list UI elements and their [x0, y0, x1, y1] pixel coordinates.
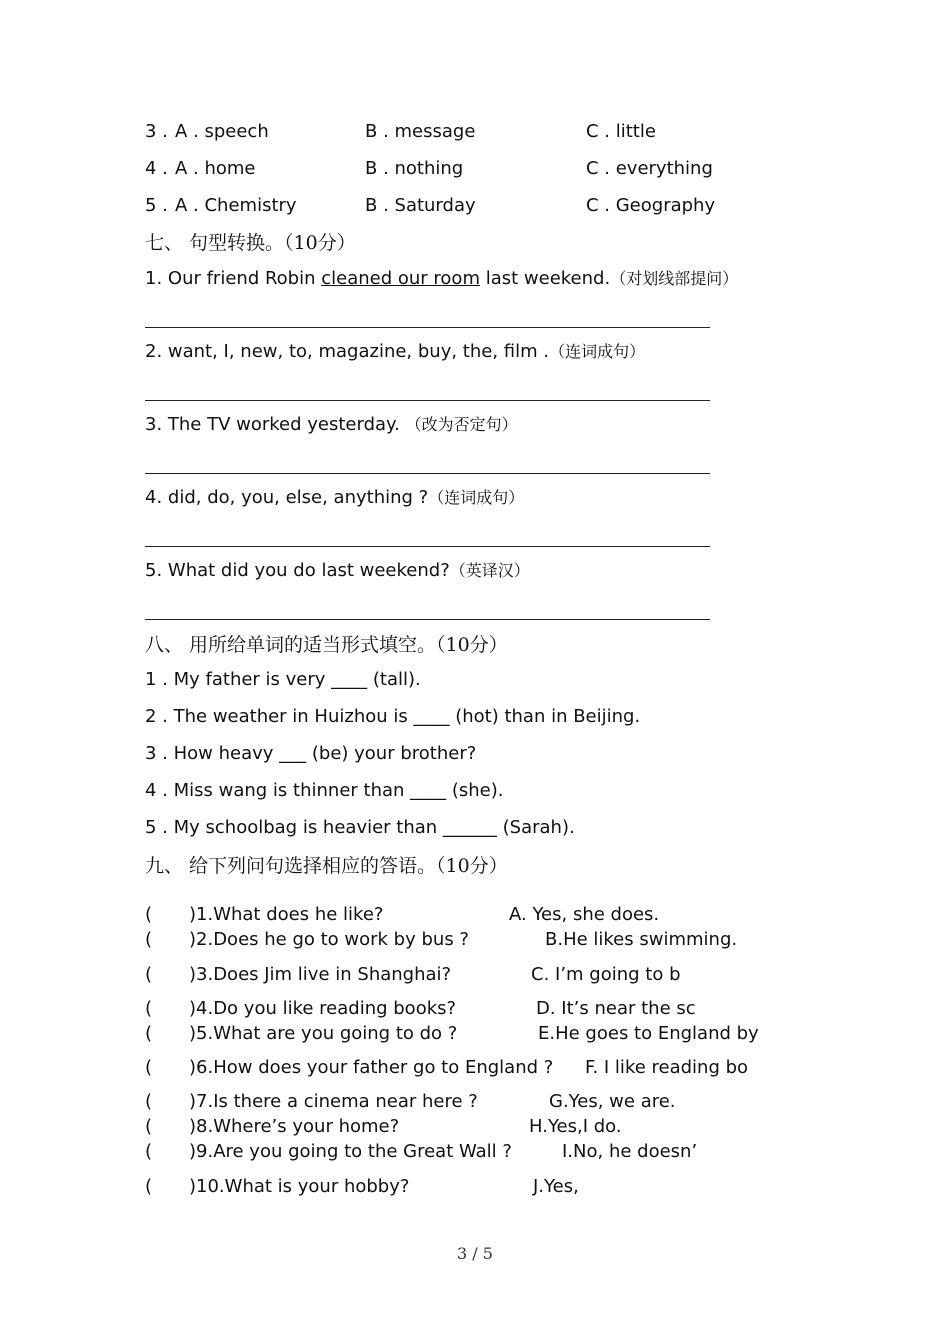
s7-question-5 — [145, 560, 530, 582]
section-8-title: 八、 用所给单词的适当形式填空。（10分） — [145, 634, 508, 656]
answer-line-4[interactable] — [145, 546, 710, 547]
s9-question: )5.What are you going to do ? — [189, 1023, 458, 1044]
s7-question-1 — [145, 268, 738, 290]
s8-item: 5 . My schoolbag is heavier than ______ (Sarah). — [145, 817, 575, 838]
s9-answer: G.Yes, we are. — [549, 1091, 676, 1112]
s9-question: )3.Does Jim live in Shanghai? — [189, 964, 452, 985]
s9-answer: I.No, he doesn’ — [562, 1141, 698, 1162]
mc-option-b: B . nothing — [365, 158, 464, 179]
mc-option-a: A . home — [175, 158, 256, 179]
s8-item: 4 . Miss wang is thinner than ____ (she). — [145, 780, 504, 801]
s7-q4-text: 4. did, do, you, else, anything ? — [145, 487, 429, 508]
mc-option-b: B . Saturday — [365, 195, 476, 216]
s7-q1-instruction: （对划线部提问） — [610, 269, 739, 288]
answer-paren[interactable]: ( — [145, 1057, 153, 1078]
s7-q2-text: 2. want, I, new, to, magazine, buy, the, film . — [145, 341, 550, 362]
s7-q1-underlined: cleaned our room — [321, 268, 480, 289]
answer-line-5[interactable] — [145, 619, 710, 620]
s9-question: )8.Where’s your home? — [189, 1116, 400, 1137]
answer-line-2[interactable] — [145, 400, 710, 401]
mc-option-c: C . little — [586, 121, 656, 142]
s7-q3-instruction: （改为否定句） — [405, 415, 518, 434]
mc-option-c: C . everything — [586, 158, 713, 179]
s7-q2-instruction: （连词成句） — [549, 342, 646, 361]
answer-paren[interactable]: ( — [145, 964, 153, 985]
s9-question: )6.How does your father go to England ? — [189, 1057, 554, 1078]
answer-paren[interactable]: ( — [145, 1116, 153, 1137]
s9-answer: H.Yes,I do. — [529, 1116, 622, 1137]
s9-question: )2.Does he go to work by bus ? — [189, 929, 469, 950]
s9-question: )4.Do you like reading books? — [189, 998, 457, 1019]
mc-number: 5 . — [145, 195, 168, 216]
mc-number: 4 . — [145, 158, 168, 179]
mc-option-c: C . Geography — [586, 195, 716, 216]
s9-answer: A. Yes, she does. — [509, 904, 660, 925]
mc-option-a: A . speech — [175, 121, 269, 142]
s8-item: 3 . How heavy ___ (be) your brother? — [145, 743, 477, 764]
page-number: 3 / 5 — [457, 1244, 493, 1263]
mc-option-b: B . message — [365, 121, 476, 142]
s9-question: )10.What is your hobby? — [189, 1176, 410, 1197]
s9-question: )7.Is there a cinema near here ? — [189, 1091, 478, 1112]
s9-question: )9.Are you going to the Great Wall ? — [189, 1141, 512, 1162]
s7-q5-text: 5. What did you do last weekend? — [145, 560, 450, 581]
answer-paren[interactable]: ( — [145, 998, 153, 1019]
s9-question: )1.What does he like? — [189, 904, 384, 925]
section-9-title: 九、 给下列问句选择相应的答语。（10分） — [145, 855, 508, 877]
s8-item: 1 . My father is very ____ (tall). — [145, 669, 421, 690]
answer-paren[interactable]: ( — [145, 1091, 153, 1112]
mc-option-a: A . Chemistry — [175, 195, 297, 216]
s9-answer: B.He likes swimming. — [545, 929, 738, 950]
answer-line-3[interactable] — [145, 473, 710, 474]
s7-q1-suffix: last weekend. — [479, 268, 611, 289]
s8-item: 2 . The weather in Huizhou is ____ (hot) than in Beijing. — [145, 706, 641, 727]
answer-paren[interactable]: ( — [145, 929, 153, 950]
s7-question-2 — [145, 341, 645, 363]
s7-q1-prefix: 1. Our friend Robin — [145, 268, 322, 289]
s9-answer: F. I like reading bo — [585, 1057, 749, 1078]
answer-paren[interactable]: ( — [145, 1176, 153, 1197]
s7-q3-text: 3. The TV worked yesterday. — [145, 414, 406, 435]
s9-answer: J.Yes, — [533, 1176, 579, 1197]
s7-question-4 — [145, 487, 524, 509]
s7-q4-instruction: （连词成句） — [428, 488, 525, 507]
s7-q5-instruction: （英译汉） — [449, 561, 530, 580]
answer-paren[interactable]: ( — [145, 1141, 153, 1162]
s9-answer: C. I’m going to b — [531, 964, 681, 985]
s9-answer: D. It’s near the sc — [536, 998, 696, 1019]
answer-paren[interactable]: ( — [145, 1023, 153, 1044]
answer-line-1[interactable] — [145, 327, 710, 328]
mc-number: 3 . — [145, 121, 168, 142]
s9-answer: E.He goes to England by — [538, 1023, 759, 1044]
s7-question-3 — [145, 414, 518, 436]
section-7-title: 七、 句型转换。（10分） — [145, 232, 356, 254]
answer-paren[interactable]: ( — [145, 904, 153, 925]
